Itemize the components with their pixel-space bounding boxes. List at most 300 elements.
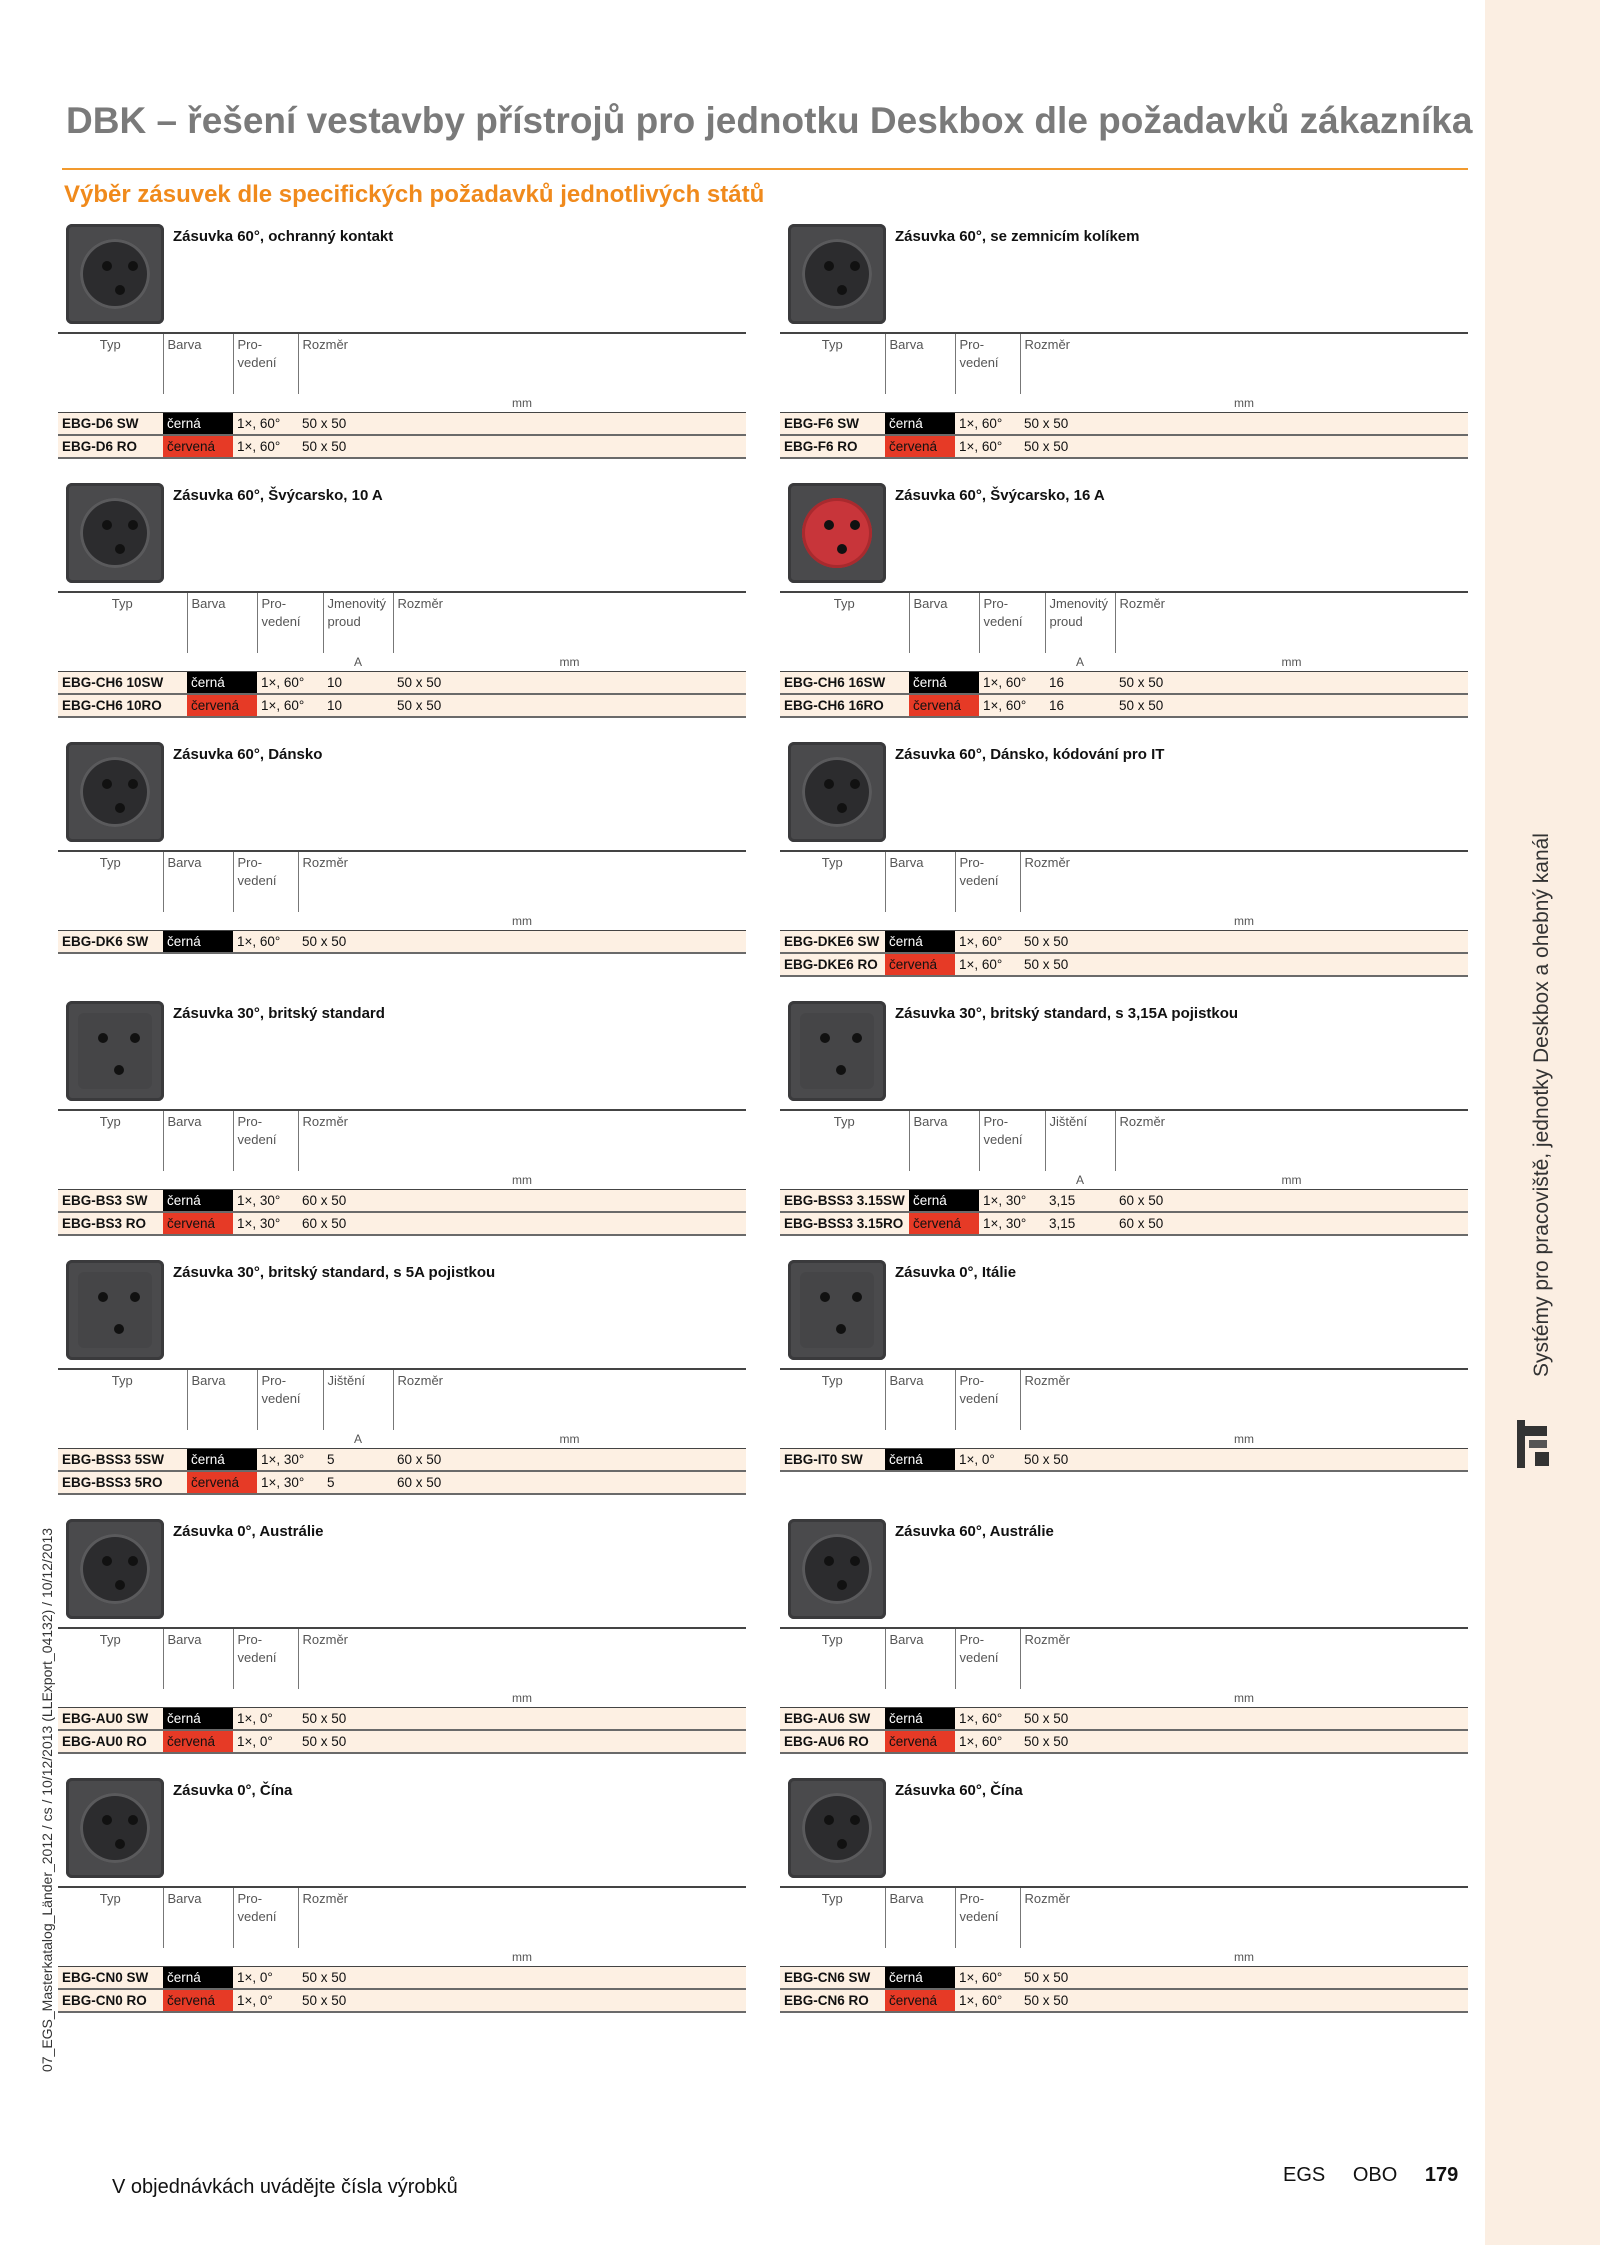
unit-cell <box>58 912 163 931</box>
table-row <box>58 435 746 458</box>
socket-pin <box>98 1292 108 1302</box>
socket-pin <box>115 285 125 295</box>
socket-pin <box>128 1815 138 1825</box>
workstation-icon <box>1515 1418 1555 1470</box>
unit-cell <box>955 394 1020 413</box>
unit-cell: mm <box>1115 1171 1468 1190</box>
column-header: Typ <box>780 1628 885 1689</box>
unit-cell <box>885 1948 955 1967</box>
socket-image <box>66 1778 164 1878</box>
socket-image <box>788 483 886 583</box>
column-header: Rozměr <box>298 851 746 912</box>
column-header: Pro- vedení <box>233 333 298 394</box>
value-cell: 50 x 50 <box>1020 1449 1468 1472</box>
color-cell: černá <box>163 931 233 954</box>
value-cell: 10 <box>323 672 393 695</box>
type-cell: EBG-BSS3 3.15SW <box>780 1190 909 1213</box>
value-cell: 1×, 60° <box>233 435 298 458</box>
column-header: Rozměr <box>1115 1110 1468 1171</box>
product-name: Zásuvka 60°, ochranný kontakt <box>173 228 394 245</box>
socket-pin <box>102 520 112 530</box>
table-row <box>58 1708 746 1731</box>
column-header: Rozměr <box>1020 851 1468 912</box>
type-cell: EBG-BSS3 5RO <box>58 1471 187 1494</box>
value-cell: 16 <box>1045 694 1115 717</box>
type-cell: EBG-AU0 SW <box>58 1708 163 1731</box>
socket-pin <box>837 285 847 295</box>
value-cell: 50 x 50 <box>1020 413 1468 436</box>
column-header: Pro- vedení <box>955 851 1020 912</box>
unit-cell <box>885 394 955 413</box>
column-header: Typ <box>780 592 909 653</box>
socket-pin <box>820 1292 830 1302</box>
value-cell: 1×, 60° <box>955 435 1020 458</box>
unit-cell: A <box>1045 1171 1115 1190</box>
value-cell: 50 x 50 <box>298 1708 746 1731</box>
unit-cell: mm <box>298 394 746 413</box>
color-cell: černá <box>163 1190 233 1213</box>
socket-face <box>80 239 150 309</box>
value-cell: 60 x 50 <box>1115 1190 1468 1213</box>
type-cell: EBG-AU6 SW <box>780 1708 885 1731</box>
column-header: Rozměr <box>1020 333 1468 394</box>
table-row <box>780 672 1468 695</box>
column-header: Typ <box>780 851 885 912</box>
socket-face <box>802 239 872 309</box>
socket-pin <box>98 1033 108 1043</box>
product-name: Zásuvka 0°, Čína <box>173 1782 293 1799</box>
socket-image <box>788 1260 886 1360</box>
column-header: Rozměr <box>393 1369 746 1430</box>
unit-cell <box>955 1430 1020 1449</box>
column-header: Pro- vedení <box>955 1628 1020 1689</box>
socket-face <box>78 1013 152 1089</box>
unit-cell <box>780 394 885 413</box>
value-cell: 1×, 60° <box>955 931 1020 954</box>
socket-face <box>78 1272 152 1348</box>
socket-pin <box>128 779 138 789</box>
value-cell: 1×, 60° <box>233 931 298 954</box>
spec-table <box>780 591 1468 718</box>
table-row <box>58 1989 746 2012</box>
column-header: Pro- vedení <box>955 1369 1020 1430</box>
color-cell: černá <box>187 1449 257 1472</box>
product-name: Zásuvka 60°, se zemnicím kolíkem <box>895 228 1140 245</box>
socket-image <box>66 1260 164 1360</box>
column-header: Rozměr <box>1115 592 1468 653</box>
column-header: Typ <box>58 851 163 912</box>
value-cell: 1×, 60° <box>955 1708 1020 1731</box>
column-header: Pro- vedení <box>233 851 298 912</box>
page-subtitle: Výběr zásuvek dle specifických požadavků jednotlivých států <box>64 181 765 208</box>
product-name: Zásuvka 60°, Austrálie <box>895 1523 1054 1540</box>
column-header: Barva <box>909 1110 979 1171</box>
column-header: Rozměr <box>1020 1369 1468 1430</box>
value-cell: 60 x 50 <box>298 1190 746 1213</box>
value-cell: 50 x 50 <box>1115 672 1468 695</box>
socket-pin <box>837 544 847 554</box>
value-cell: 50 x 50 <box>1020 953 1468 976</box>
column-header: Pro- vedení <box>257 1369 323 1430</box>
product-block <box>780 1519 1468 1769</box>
value-cell: 1×, 0° <box>233 1989 298 2012</box>
socket-image <box>788 1778 886 1878</box>
socket-pin <box>824 1556 834 1566</box>
column-header: Rozměr <box>298 1887 746 1948</box>
socket-image <box>66 1519 164 1619</box>
socket-face <box>800 1272 874 1348</box>
unit-cell <box>233 394 298 413</box>
color-cell: červená <box>163 435 233 458</box>
product-block <box>780 1778 1468 2028</box>
socket-face <box>802 1793 872 1863</box>
table-row <box>780 1730 1468 1753</box>
socket-face <box>802 757 872 827</box>
table-row <box>780 1449 1468 1472</box>
type-cell: EBG-DK6 SW <box>58 931 163 954</box>
color-cell: černá <box>163 1708 233 1731</box>
unit-cell: mm <box>393 1430 746 1449</box>
socket-pin <box>824 1815 834 1825</box>
value-cell: 1×, 60° <box>979 694 1045 717</box>
product-name: Zásuvka 30°, britský standard <box>173 1005 385 1022</box>
table-row <box>780 931 1468 954</box>
table-row <box>780 953 1468 976</box>
column-header: Typ <box>780 1110 909 1171</box>
column-header: Rozměr <box>1020 1628 1468 1689</box>
section-side-label: Systémy pro pracoviště, jednotky Deskbox a ohebný kanál <box>1530 833 1553 1377</box>
column-header: Pro- vedení <box>979 592 1045 653</box>
unit-cell <box>58 1689 163 1708</box>
column-header: Barva <box>885 1887 955 1948</box>
socket-pin <box>824 779 834 789</box>
color-cell: černá <box>163 413 233 436</box>
type-cell: EBG-D6 RO <box>58 435 163 458</box>
value-cell: 60 x 50 <box>393 1471 746 1494</box>
unit-cell <box>780 1430 885 1449</box>
unit-cell: A <box>323 653 393 672</box>
value-cell: 1×, 60° <box>955 1989 1020 2012</box>
socket-pin <box>130 1033 140 1043</box>
column-header: Barva <box>163 1887 233 1948</box>
value-cell: 50 x 50 <box>1020 1967 1468 1990</box>
product-block <box>58 224 746 474</box>
value-cell: 1×, 30° <box>257 1449 323 1472</box>
socket-image <box>788 1001 886 1101</box>
socket-image <box>66 1001 164 1101</box>
column-header: Typ <box>780 1887 885 1948</box>
column-header: Pro- vedení <box>979 1110 1045 1171</box>
brand-egs: EGS <box>1283 2164 1326 2186</box>
unit-cell <box>909 653 979 672</box>
unit-cell <box>257 653 323 672</box>
brand-obo: OBO <box>1352 2164 1398 2186</box>
socket-pin <box>836 1065 846 1075</box>
socket-pin <box>102 261 112 271</box>
socket-pin <box>824 261 834 271</box>
value-cell: 3,15 <box>1045 1190 1115 1213</box>
color-cell: černá <box>885 931 955 954</box>
unit-cell <box>58 394 163 413</box>
product-name: Zásuvka 0°, Austrálie <box>173 1523 324 1540</box>
table-row <box>58 931 746 954</box>
column-header: Typ <box>58 1369 187 1430</box>
unit-cell <box>233 1171 298 1190</box>
value-cell: 50 x 50 <box>298 435 746 458</box>
socket-image <box>788 224 886 324</box>
socket-image <box>788 1519 886 1619</box>
column-header: Barva <box>885 1628 955 1689</box>
column-header: Barva <box>187 1369 257 1430</box>
spec-table <box>780 1368 1468 1472</box>
value-cell: 1×, 30° <box>979 1212 1045 1235</box>
column-header: Pro- vedení <box>233 1110 298 1171</box>
product-block <box>58 483 746 733</box>
socket-pin <box>850 520 860 530</box>
socket-image <box>66 483 164 583</box>
unit-cell: mm <box>298 1948 746 1967</box>
value-cell: 1×, 0° <box>233 1708 298 1731</box>
color-cell: červená <box>885 435 955 458</box>
unit-cell <box>780 1689 885 1708</box>
socket-face <box>80 1793 150 1863</box>
spec-table <box>780 1627 1468 1754</box>
column-header: Rozměr <box>1020 1887 1468 1948</box>
product-block <box>780 224 1468 474</box>
table-row <box>780 1989 1468 2012</box>
spec-table <box>780 332 1468 459</box>
socket-pin <box>824 520 834 530</box>
column-header: Jmenovitý proud <box>1045 592 1115 653</box>
unit-cell <box>58 653 187 672</box>
column-header: Jištění <box>1045 1110 1115 1171</box>
spec-table <box>780 850 1468 977</box>
unit-cell: mm <box>1020 394 1468 413</box>
value-cell: 1×, 30° <box>233 1190 298 1213</box>
unit-cell <box>58 1948 163 1967</box>
unit-cell: mm <box>1020 1689 1468 1708</box>
socket-pin <box>852 1033 862 1043</box>
table-row <box>58 1730 746 1753</box>
color-cell: červená <box>909 694 979 717</box>
column-header: Barva <box>163 851 233 912</box>
unit-cell <box>187 1430 257 1449</box>
unit-cell <box>780 653 909 672</box>
color-cell: červená <box>885 1989 955 2012</box>
type-cell: EBG-CH6 10SW <box>58 672 187 695</box>
value-cell: 50 x 50 <box>1020 435 1468 458</box>
value-cell: 60 x 50 <box>393 1449 746 1472</box>
type-cell: EBG-CH6 16RO <box>780 694 909 717</box>
socket-pin <box>102 1815 112 1825</box>
type-cell: EBG-DKE6 RO <box>780 953 885 976</box>
socket-pin <box>114 1324 124 1334</box>
table-row <box>58 1212 746 1235</box>
type-cell: EBG-BS3 RO <box>58 1212 163 1235</box>
column-header: Jmenovitý proud <box>323 592 393 653</box>
table-row <box>780 1967 1468 1990</box>
unit-cell <box>233 1948 298 1967</box>
value-cell: 50 x 50 <box>393 672 746 695</box>
socket-pin <box>850 779 860 789</box>
socket-face <box>80 757 150 827</box>
column-header: Pro- vedení <box>955 333 1020 394</box>
type-cell: EBG-F6 SW <box>780 413 885 436</box>
spec-table <box>58 332 746 459</box>
column-header: Barva <box>163 1110 233 1171</box>
spec-table <box>58 1368 746 1495</box>
product-name: Zásuvka 0°, Itálie <box>895 1264 1017 1281</box>
type-cell: EBG-DKE6 SW <box>780 931 885 954</box>
type-cell: EBG-CH6 10RO <box>58 694 187 717</box>
unit-cell <box>885 1689 955 1708</box>
column-header: Barva <box>163 1628 233 1689</box>
type-cell: EBG-F6 RO <box>780 435 885 458</box>
column-header: Typ <box>58 1887 163 1948</box>
table-row <box>780 1708 1468 1731</box>
value-cell: 1×, 60° <box>955 413 1020 436</box>
product-block <box>780 742 1468 992</box>
unit-cell <box>163 1948 233 1967</box>
column-header: Barva <box>163 333 233 394</box>
socket-pin <box>836 1324 846 1334</box>
color-cell: červená <box>885 1730 955 1753</box>
type-cell: EBG-CN0 RO <box>58 1989 163 2012</box>
unit-cell <box>885 912 955 931</box>
color-cell: černá <box>909 1190 979 1213</box>
socket-face <box>80 1534 150 1604</box>
unit-cell <box>780 1948 885 1967</box>
unit-cell: mm <box>298 1171 746 1190</box>
value-cell: 16 <box>1045 672 1115 695</box>
socket-pin <box>837 803 847 813</box>
value-cell: 1×, 30° <box>257 1471 323 1494</box>
value-cell: 1×, 0° <box>233 1730 298 1753</box>
catalog-meta: 07_EGS_Masterkatalog_Länder_2012 / cs / 10/12/2013 (LLExport_04132) / 10/12/2013 <box>39 1527 55 2073</box>
value-cell: 1×, 0° <box>233 1967 298 1990</box>
socket-pin <box>114 1065 124 1075</box>
unit-cell: mm <box>393 653 746 672</box>
table-row <box>58 694 746 717</box>
footer-brand <box>1283 2164 1458 2187</box>
spec-table <box>58 850 746 954</box>
type-cell: EBG-CN6 RO <box>780 1989 885 2012</box>
value-cell: 50 x 50 <box>1020 1708 1468 1731</box>
value-cell: 50 x 50 <box>1020 931 1468 954</box>
socket-pin <box>130 1292 140 1302</box>
unit-cell <box>163 1171 233 1190</box>
spec-table <box>58 1886 746 2013</box>
unit-cell <box>257 1430 323 1449</box>
product-name: Zásuvka 30°, britský standard, s 5A pojistkou <box>173 1264 496 1281</box>
type-cell: EBG-D6 SW <box>58 413 163 436</box>
product-block <box>780 1260 1468 1510</box>
unit-cell: A <box>1045 653 1115 672</box>
spec-table <box>780 1886 1468 2013</box>
color-cell: černá <box>885 413 955 436</box>
table-row <box>780 413 1468 436</box>
unit-cell: A <box>323 1430 393 1449</box>
value-cell: 5 <box>323 1449 393 1472</box>
value-cell: 1×, 60° <box>955 1730 1020 1753</box>
unit-cell <box>780 1171 909 1190</box>
value-cell: 1×, 60° <box>233 413 298 436</box>
page-title: DBK – řešení vestavby přístrojů pro jednotku Deskbox dle požadavků zákazníka <box>66 100 1473 141</box>
value-cell: 5 <box>323 1471 393 1494</box>
value-cell: 50 x 50 <box>298 1967 746 1990</box>
socket-face <box>80 498 150 568</box>
type-cell: EBG-CN0 SW <box>58 1967 163 1990</box>
type-cell: EBG-CN6 SW <box>780 1967 885 1990</box>
unit-cell <box>163 394 233 413</box>
unit-cell: mm <box>1020 912 1468 931</box>
column-header: Rozměr <box>298 333 746 394</box>
value-cell: 50 x 50 <box>1115 694 1468 717</box>
value-cell: 60 x 50 <box>1115 1212 1468 1235</box>
value-cell: 1×, 60° <box>979 672 1045 695</box>
product-block <box>58 742 746 992</box>
value-cell: 1×, 0° <box>955 1449 1020 1472</box>
color-cell: červená <box>187 694 257 717</box>
value-cell: 50 x 50 <box>393 694 746 717</box>
color-cell: červená <box>909 1212 979 1235</box>
color-cell: černá <box>885 1967 955 1990</box>
unit-cell <box>909 1171 979 1190</box>
value-cell: 50 x 50 <box>1020 1730 1468 1753</box>
unit-cell <box>187 653 257 672</box>
type-cell: EBG-IT0 SW <box>780 1449 885 1472</box>
value-cell: 1×, 60° <box>257 672 323 695</box>
column-header: Pro- vedení <box>955 1887 1020 1948</box>
socket-face <box>802 498 872 568</box>
unit-cell <box>979 653 1045 672</box>
value-cell: 1×, 30° <box>979 1190 1045 1213</box>
unit-cell <box>163 912 233 931</box>
column-header: Rozměr <box>393 592 746 653</box>
table-row <box>58 1471 746 1494</box>
color-cell: černá <box>909 672 979 695</box>
type-cell: EBG-BSS3 5SW <box>58 1449 187 1472</box>
socket-pin <box>115 1839 125 1849</box>
product-block <box>780 483 1468 733</box>
socket-pin <box>115 544 125 554</box>
unit-cell <box>955 1948 1020 1967</box>
socket-pin <box>128 520 138 530</box>
type-cell: EBG-CH6 16SW <box>780 672 909 695</box>
socket-image <box>788 742 886 842</box>
unit-cell: mm <box>1115 653 1468 672</box>
unit-cell: mm <box>1020 1948 1468 1967</box>
spec-table <box>58 1627 746 1754</box>
socket-pin <box>850 1556 860 1566</box>
column-header: Barva <box>885 333 955 394</box>
socket-pin <box>115 803 125 813</box>
unit-cell <box>233 1689 298 1708</box>
unit-cell <box>58 1430 187 1449</box>
color-cell: černá <box>885 1449 955 1472</box>
column-header: Typ <box>58 1110 163 1171</box>
color-cell: červená <box>187 1471 257 1494</box>
color-cell: černá <box>163 1967 233 1990</box>
table-row <box>780 1212 1468 1235</box>
unit-cell <box>780 912 885 931</box>
type-cell: EBG-BS3 SW <box>58 1190 163 1213</box>
product-name: Zásuvka 60°, Dánsko, kódování pro IT <box>895 746 1165 763</box>
socket-pin <box>115 1580 125 1590</box>
column-header: Typ <box>58 1628 163 1689</box>
spec-table <box>58 591 746 718</box>
column-header: Rozměr <box>298 1110 746 1171</box>
